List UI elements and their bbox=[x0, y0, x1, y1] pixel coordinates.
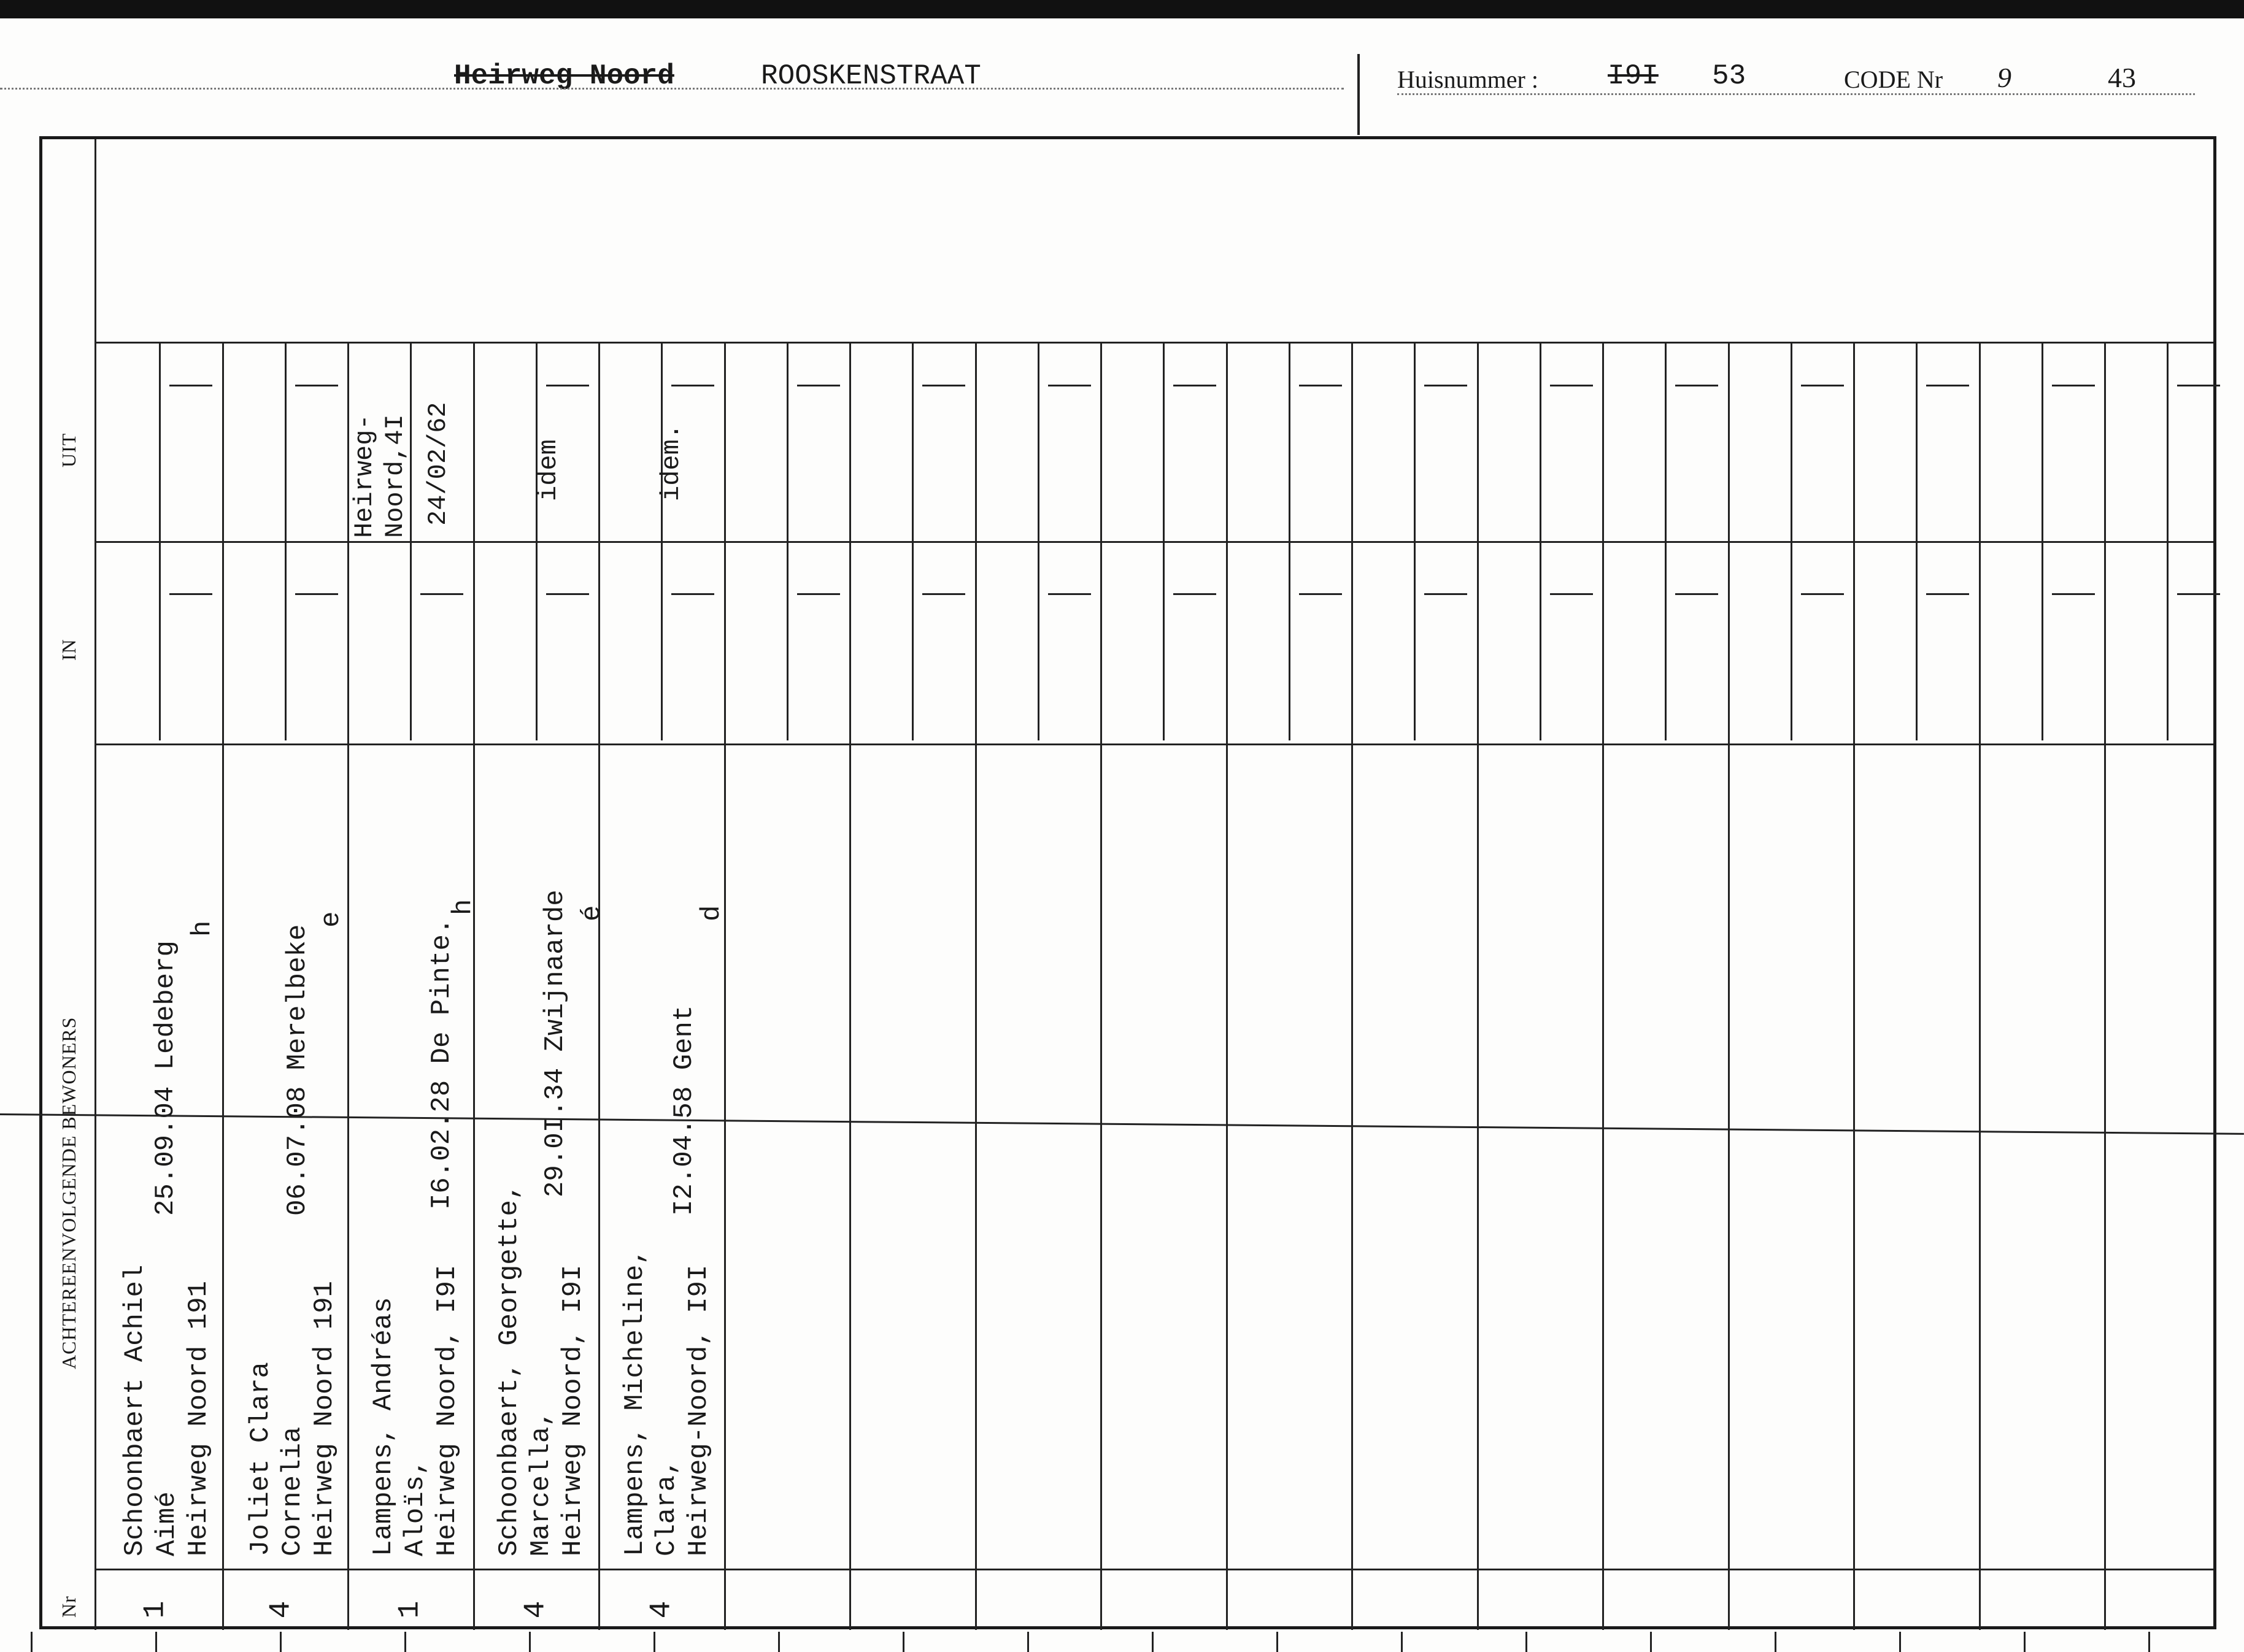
column-line bbox=[1728, 342, 1730, 1630]
resident-birth bbox=[282, 924, 314, 1216]
resident-nr: 1 bbox=[139, 1600, 172, 1619]
bottom-tick bbox=[2148, 1632, 2150, 1652]
huisnummer-label: Huisnummer : bbox=[1397, 66, 1538, 93]
nr-label: Nr bbox=[58, 1596, 80, 1618]
resident-name: Schoonbaert, Georgette, bbox=[494, 1183, 525, 1556]
resident-mark: d bbox=[696, 905, 727, 921]
huisnummer-struck: I9I bbox=[1608, 60, 1659, 92]
resident-entry bbox=[368, 1265, 463, 1556]
subcolumn-line bbox=[1540, 342, 1541, 541]
band-line-nr-top bbox=[96, 1569, 2213, 1570]
column-line bbox=[1100, 342, 1102, 1630]
subcolumn-line bbox=[912, 342, 914, 541]
resident-nr: 4 bbox=[645, 1600, 679, 1619]
bottom-tick bbox=[1027, 1632, 1029, 1652]
empty-dash bbox=[1675, 593, 1718, 595]
code-value: 9 bbox=[1997, 62, 2011, 93]
bottom-tick bbox=[2024, 1632, 2026, 1652]
resident-entry bbox=[119, 1265, 215, 1556]
resident-entry bbox=[493, 1184, 589, 1556]
header-dotted-line-right bbox=[1397, 93, 2195, 95]
empty-dash bbox=[1801, 593, 1844, 595]
band-line-in-top bbox=[96, 541, 2213, 543]
empty-dash bbox=[1173, 593, 1216, 595]
in-label: IN bbox=[58, 639, 80, 661]
column-line bbox=[1602, 342, 1604, 1630]
subcolumn-line bbox=[285, 342, 287, 541]
column-line bbox=[1351, 342, 1353, 1630]
street-name: ROOSKENSTRAAT bbox=[761, 60, 981, 92]
resident-mark: h bbox=[448, 899, 479, 915]
bottom-tick bbox=[654, 1632, 655, 1652]
subcolumn-line bbox=[159, 342, 161, 541]
resident-birth bbox=[150, 940, 182, 1216]
huisnummer-value: 53 bbox=[1712, 60, 1746, 92]
subcolumn-line bbox=[912, 541, 914, 740]
code-suffix: 43 bbox=[2108, 62, 2136, 93]
subcolumn-line bbox=[787, 541, 788, 740]
bottom-tick bbox=[280, 1632, 282, 1652]
empty-dash bbox=[295, 593, 338, 595]
resident-nr: 1 bbox=[393, 1600, 427, 1619]
resident-name: Lampens, Micheline, bbox=[620, 1248, 650, 1556]
column-line bbox=[1477, 342, 1479, 1630]
birth-place: Merelbeke bbox=[282, 924, 313, 1070]
empty-dash bbox=[1173, 385, 1216, 386]
resident-address: Heirweg-Noord, I9I bbox=[684, 1264, 714, 1556]
empty-dash bbox=[2177, 593, 2220, 595]
subcolumn-line bbox=[2042, 541, 2043, 740]
subcolumn-line bbox=[1289, 342, 1290, 541]
resident-entry bbox=[619, 1248, 715, 1556]
birth-date: 25.09.04 bbox=[150, 1086, 181, 1216]
bottom-tick bbox=[1152, 1632, 1154, 1652]
resident-mark: e bbox=[316, 911, 347, 928]
resident-given-name: Aloïs, bbox=[400, 1459, 431, 1556]
subcolumn-line bbox=[2042, 342, 2043, 541]
uit-idem: idem. bbox=[657, 423, 686, 501]
empty-dash bbox=[922, 593, 965, 595]
resident-given-name: Aimé bbox=[152, 1491, 182, 1556]
subcolumn-line bbox=[1414, 541, 1416, 740]
empty-dash bbox=[797, 593, 840, 595]
empty-dash bbox=[420, 593, 463, 595]
column-line bbox=[849, 342, 851, 1630]
empty-dash bbox=[169, 593, 212, 595]
column-line bbox=[1979, 342, 1981, 1630]
subcolumn-line bbox=[2167, 541, 2169, 740]
resident-address: Heirweg Noord 191 bbox=[183, 1281, 214, 1556]
empty-dash bbox=[797, 385, 840, 386]
resident-nr: 4 bbox=[264, 1600, 298, 1619]
column-line bbox=[724, 342, 726, 1630]
column-line bbox=[2104, 342, 2106, 1630]
uit-date: 24/02/62 bbox=[423, 402, 453, 526]
resident-address: Heirweg Noord, I9I bbox=[432, 1264, 463, 1556]
empty-dash bbox=[1926, 385, 1969, 386]
subcolumn-line bbox=[1665, 541, 1667, 740]
resident-birth bbox=[668, 1005, 700, 1216]
resident-name: Schoonbaert Achiel bbox=[120, 1264, 150, 1556]
bottom-tick bbox=[31, 1632, 33, 1652]
column-line bbox=[598, 342, 600, 1630]
empty-dash bbox=[1299, 385, 1342, 386]
subcolumn-line bbox=[1665, 342, 1667, 541]
empty-dash bbox=[1424, 593, 1467, 595]
resident-address: Heirweg Noord 191 bbox=[309, 1281, 340, 1556]
subcolumn-line bbox=[1038, 541, 1039, 740]
empty-dash bbox=[1675, 385, 1718, 386]
empty-dash bbox=[546, 593, 589, 595]
subcolumn-line bbox=[159, 541, 161, 740]
empty-dash bbox=[671, 385, 714, 386]
bottom-tick bbox=[1276, 1632, 1278, 1652]
subcolumn-line bbox=[285, 541, 287, 740]
register-table bbox=[39, 136, 2216, 1629]
resident-entry bbox=[245, 1281, 341, 1556]
empty-dash bbox=[169, 385, 212, 386]
subcolumn-line bbox=[1540, 541, 1541, 740]
column-line bbox=[473, 342, 475, 1630]
column-line bbox=[1226, 342, 1228, 1630]
resident-given-name: Clara, bbox=[652, 1459, 682, 1556]
scan-top-edge bbox=[0, 0, 2244, 18]
birth-place: De Pinte. bbox=[426, 918, 457, 1064]
resident-nr: 4 bbox=[519, 1600, 553, 1619]
subcolumn-line bbox=[1163, 342, 1165, 541]
column-line bbox=[1853, 342, 1855, 1630]
empty-dash bbox=[546, 385, 589, 386]
empty-dash bbox=[1550, 385, 1593, 386]
subcolumn-line bbox=[1163, 541, 1165, 740]
bottom-tick bbox=[1775, 1632, 1776, 1652]
uit-idem: idem bbox=[534, 439, 563, 501]
resident-address: Heirweg Noord, I9I bbox=[558, 1264, 588, 1556]
birth-date: 29.0I.34 bbox=[540, 1067, 571, 1197]
bottom-tick bbox=[529, 1632, 531, 1652]
subcolumn-line bbox=[2167, 342, 2169, 541]
subcolumn-line bbox=[1038, 342, 1039, 541]
street-name-struck: Heirweg Noord bbox=[454, 60, 674, 92]
bewoners-label: ACHTEREENVOLGENDE BEWONERS bbox=[58, 1016, 80, 1369]
empty-dash bbox=[2177, 385, 2220, 386]
resident-birth bbox=[426, 918, 458, 1210]
resident-name: Lampens, Andréas bbox=[368, 1297, 399, 1556]
subcolumn-line bbox=[410, 541, 412, 740]
empty-dash bbox=[1048, 593, 1091, 595]
empty-dash bbox=[671, 593, 714, 595]
birth-date: 06.07.08 bbox=[282, 1086, 313, 1216]
subcolumn-line bbox=[536, 541, 538, 740]
empty-dash bbox=[1424, 385, 1467, 386]
subcolumn-line bbox=[1791, 541, 1792, 740]
empty-dash bbox=[922, 385, 965, 386]
subcolumn-line bbox=[1916, 541, 1918, 740]
uit-label: UIT bbox=[58, 432, 80, 467]
resident-given-name: Cornelia bbox=[277, 1426, 308, 1556]
bottom-tick bbox=[1899, 1632, 1901, 1652]
empty-dash bbox=[1048, 385, 1091, 386]
subcolumn-line bbox=[787, 342, 788, 541]
bottom-tick bbox=[1650, 1632, 1652, 1652]
resident-given-name: Marcella, bbox=[526, 1410, 557, 1556]
column-line bbox=[222, 342, 224, 1630]
empty-dash bbox=[1926, 593, 1969, 595]
bottom-tick bbox=[903, 1632, 904, 1652]
empty-dash bbox=[1801, 385, 1844, 386]
subcolumn-line bbox=[1916, 342, 1918, 541]
empty-dash bbox=[1550, 593, 1593, 595]
birth-date: I6.02.28 bbox=[426, 1080, 457, 1210]
subcolumn-line bbox=[1414, 342, 1416, 541]
resident-mark: é bbox=[577, 905, 607, 921]
bottom-tick bbox=[1401, 1632, 1403, 1652]
empty-dash bbox=[2052, 593, 2095, 595]
bottom-tick bbox=[778, 1632, 780, 1652]
header-divider bbox=[1357, 54, 1360, 135]
resident-mark: h bbox=[187, 920, 218, 937]
birth-date: I2.04.58 bbox=[669, 1086, 700, 1216]
empty-dash bbox=[2052, 385, 2095, 386]
bottom-tick bbox=[1525, 1632, 1527, 1652]
bottom-tick bbox=[404, 1632, 406, 1652]
resident-name: Joliet Clara bbox=[245, 1362, 276, 1556]
bottom-tick bbox=[155, 1632, 157, 1652]
header-dotted-line bbox=[0, 88, 1344, 90]
column-line bbox=[975, 342, 977, 1630]
label-column-separator bbox=[94, 139, 96, 1630]
birth-place: Zwijnaarde bbox=[540, 889, 571, 1052]
subcolumn-line bbox=[1791, 342, 1792, 541]
empty-dash bbox=[295, 385, 338, 386]
resident-birth bbox=[539, 889, 571, 1197]
subcolumn-line bbox=[1289, 541, 1290, 740]
birth-place: Gent bbox=[669, 1005, 700, 1070]
band-line-bewoners-top bbox=[96, 743, 2213, 745]
code-label: CODE Nr bbox=[1844, 66, 1943, 93]
band-line-uit-top bbox=[96, 342, 2213, 344]
birth-place: Ledeberg bbox=[150, 940, 181, 1070]
subcolumn-line bbox=[661, 541, 663, 740]
empty-dash bbox=[1299, 593, 1342, 595]
uit-address: Heirweg- Noord,4I bbox=[350, 414, 410, 538]
